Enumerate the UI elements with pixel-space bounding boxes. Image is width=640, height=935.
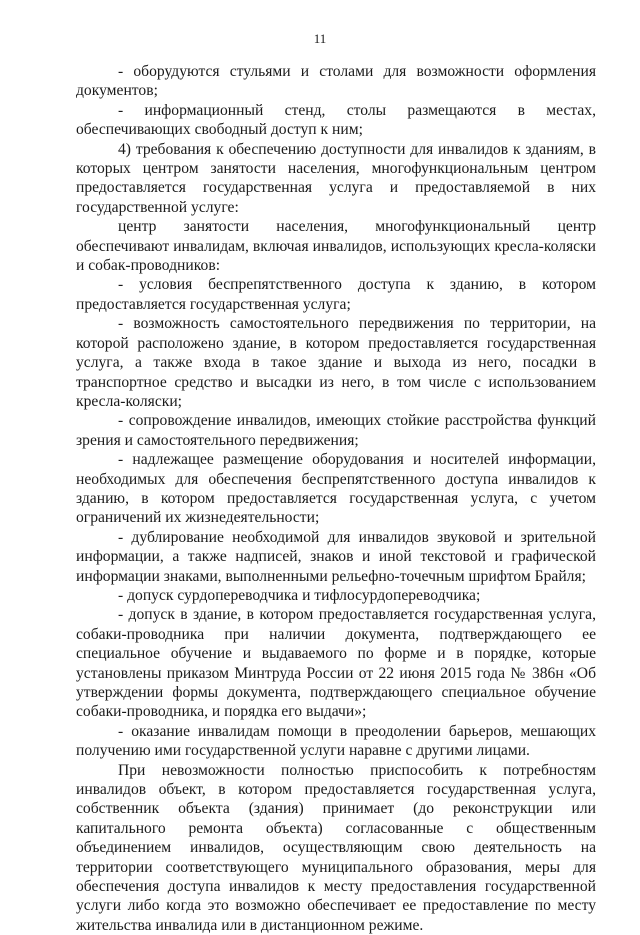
paragraph-accessibility-requirements: 4) требования к обеспечению доступности для инвалидов к зданиям, в которых центром занятости населения, многофункциональным центром предоставляется государственная услуга и предоставляемой в них государственной услуге: (76, 140, 596, 216)
paragraph-centers-provide: центр занятости населения, многофункциональный центр обеспечивают инвалидам, включая инвалидов, использующих кресла-коляски и собак-проводников: (76, 218, 596, 275)
paragraph-braille-duplication: - дублирование необходимой для инвалидов звуковой и зрительной информации, а также надписей, знаков и иной текстовой и графической информации знаками, выполненными рельефно-точечным шрифтом Брайля; (76, 528, 596, 585)
document-body (76, 62, 596, 935)
paragraph-furniture: - оборудуются стульями и столами для возможности оформления документов; (76, 63, 596, 100)
paragraph-interpreter-admission: - допуск сурдопереводчика и тифлосурдопереводчика; (118, 586, 481, 604)
page-number: 11 (313, 31, 327, 46)
paragraph-guide-dog: - допуск в здание, в котором предоставляется государственная услуга, собаки-проводника при наличии документа, подтверждающего ее специальное обучение и выдаваемого по форме и в порядке, которые установлены приказом Минтруда России от 22 июня 2015 года № 386н «Об утверждении формы документа, подтверждающего специальное обучение собаки-проводника, и порядка его выдачи»; (76, 606, 596, 721)
paragraph-unobstructed-access: - условия беспрепятственного доступа к зданию, в котором предоставляется государственная услуга; (76, 276, 596, 313)
paragraph-barrier-assistance: - оказание инвалидам помощи в преодолении барьеров, мешающих получению ими государственной услуги наравне с другими лицами. (76, 722, 596, 760)
paragraph-escort: - сопровождение инвалидов, имеющих стойкие расстройства функций зрения и самостоятельного передвижения; (76, 412, 596, 449)
paragraph-impossibility-clause: При невозможности полностью приспособить к потребностям инвалидов объект, в котором предоставляется государственная услуга, собственник объекта (здания) принимает (до реконструкции или капитального ремонта объекта) согласованные с общественным объединением инвалидов, осуществляющим свою деятельность на территории соответствующего муниципального образования, меры для обеспечения доступа инвалидов к месту предоставления государственной услуги либо когда это возможно обеспечивает ее предоставление по месту жительства инвалида или в дистанционном режиме. (76, 761, 596, 934)
paragraph-independent-movement: - возможность самостоятельного передвижения по территории, на которой расположено здание, в котором предоставляется государственная услуга, а также входа в такое здание и выхода из него, посадки в транспортное средство и высадки из него, в том числе с использованием кресла-коляски; (76, 315, 596, 410)
paragraph-info-stand: - информационный стенд, столы размещаются в местах, обеспечивающих свободный доступ к ним; (76, 101, 596, 139)
paragraph-equipment-placement: - надлежащее размещение оборудования и носителей информации, необходимых для обеспечения беспрепятственного доступа инвалидов к зданию, в котором предоставляется государственная услуга, с учетом ограничений их жизнедеятельности; (76, 451, 596, 527)
